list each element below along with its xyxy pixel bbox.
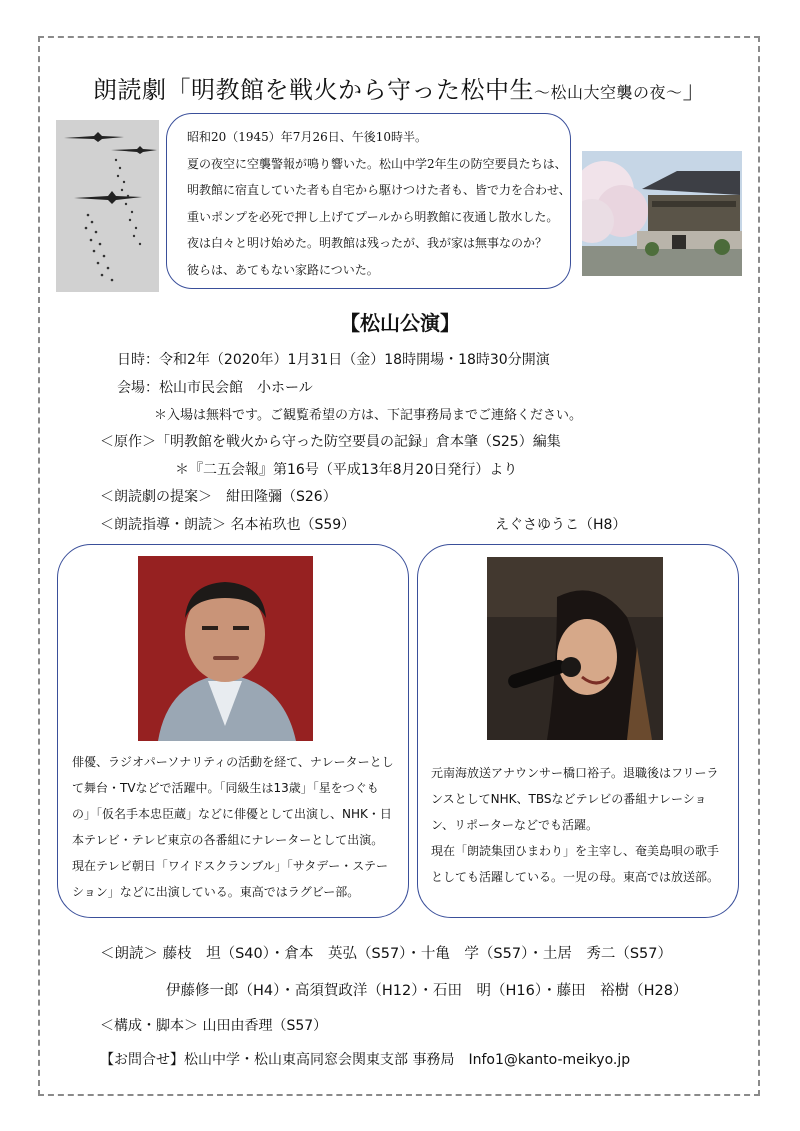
summary-line: 彼らは、あてもない家路についた。 [187, 262, 379, 277]
bio-line: 本テレビ・テレビ東京の各番組にナレーターとして出演。 [72, 833, 384, 847]
original-source: ＊『二五会報』第16号（平成13年8月20日発行）より [175, 462, 518, 478]
readers-line-2: 伊藤修一郎（H4）・高須賀政洋（H12）・石田 明（H16）・藤田 裕樹（H28） [166, 983, 688, 999]
summary-line: 昭和20（1945）年7月26日、午後10時半。 [187, 130, 427, 144]
bio-line: の」「仮名手本忠臣蔵」などに俳優として出演し、NHK・日 [72, 807, 392, 821]
proposal-credit: ＜朗読劇の提案＞ 紺田隆彌（S26） [100, 489, 337, 505]
female-singer-portrait [487, 557, 663, 740]
title-main: 朗読劇「明教館を戦火から守った松中生 [92, 76, 534, 104]
bio-line: ン、リポーターなどでも活躍。 [431, 818, 599, 832]
summary-line: 夏の夜空に空襲警報が鳴り響いた。松山中学2年生の防空要員たちは、 [187, 156, 567, 171]
bio-line: としても活躍している。一児の母。東高では放送部。 [431, 870, 720, 884]
director-credit: ＜朗読指導・朗読＞ 名本祐玖也（S59） [100, 517, 356, 533]
co-reader-credit: えぐさゆうこ（H8） [495, 517, 627, 533]
event-datetime: 日時：令和2年（2020年）1月31日（金）18時開場・18時30分開演 [117, 352, 550, 368]
bio-line: 現在テレビ朝日「ワイドスクランブル」「サタデー・ステー [72, 859, 388, 873]
narrator-bio [72, 749, 394, 905]
bio-line: て舞台・TVなどで活躍中。「同級生は13歳」「星をつぐも [72, 781, 379, 795]
story-summary-box [166, 113, 571, 289]
summary-line: 明教館に宿直していた者も自宅から駆けつけた者も、皆で力を合わせ、 [187, 183, 571, 197]
male-narrator-portrait [138, 556, 313, 741]
title-sub: ～松山大空襲の夜～ [533, 83, 683, 102]
event-venue: 会場：松山市民会館 小ホール [117, 380, 313, 396]
summary-line: 重いポンプを必死で押し上げてプールから明教館に夜通し散水した。 [187, 209, 559, 224]
section-title: 【松山公演】 [340, 311, 460, 335]
bio-line: 現在「朗読集団ひまわり」を主宰し、奄美島唄の歌手 [431, 844, 720, 858]
readers-line-1: ＜朗読＞ 藤枝 坦（S40）・倉本 英弘（S57）・十亀 学（S57）・土居 秀二（S57） [100, 946, 672, 962]
bio-line: ンスとしてNHK、TBSなどテレビの番組ナレーショ [431, 792, 707, 806]
co-reader-bio [431, 760, 719, 890]
building-photo [582, 151, 742, 276]
bomber-photo [56, 120, 159, 292]
title-close: 」 [682, 76, 707, 104]
contact-info: 【お問合せ】松山中学・松山東高同窓会関東支部 事務局 Info1@kanto-meikyo.jp [100, 1052, 631, 1068]
bio-line: 俳優、ラジオパーソナリティの活動を経て、ナレーターとし [72, 755, 394, 769]
admission-note: ＊入場は無料です。ご観覧希望の方は、下記事務局までご連絡ください。 [154, 408, 582, 423]
page-title [0, 70, 800, 105]
script-credit: ＜構成・脚本＞ 山田由香理（S57） [100, 1018, 328, 1034]
bio-line: 元南海放送アナウンサー橋口裕子。退職後はフリーラ [431, 766, 719, 780]
original-work: ＜原作＞「明教館を戦火から守った防空要員の記録」倉本肇（S25）編集 [100, 434, 561, 450]
bio-line: ション」などに出演している。東高ではラグビー部。 [72, 885, 360, 899]
summary-line: 夜は白々と明け始めた。明教館は残ったが、我が家は無事なのか？ [187, 236, 548, 250]
